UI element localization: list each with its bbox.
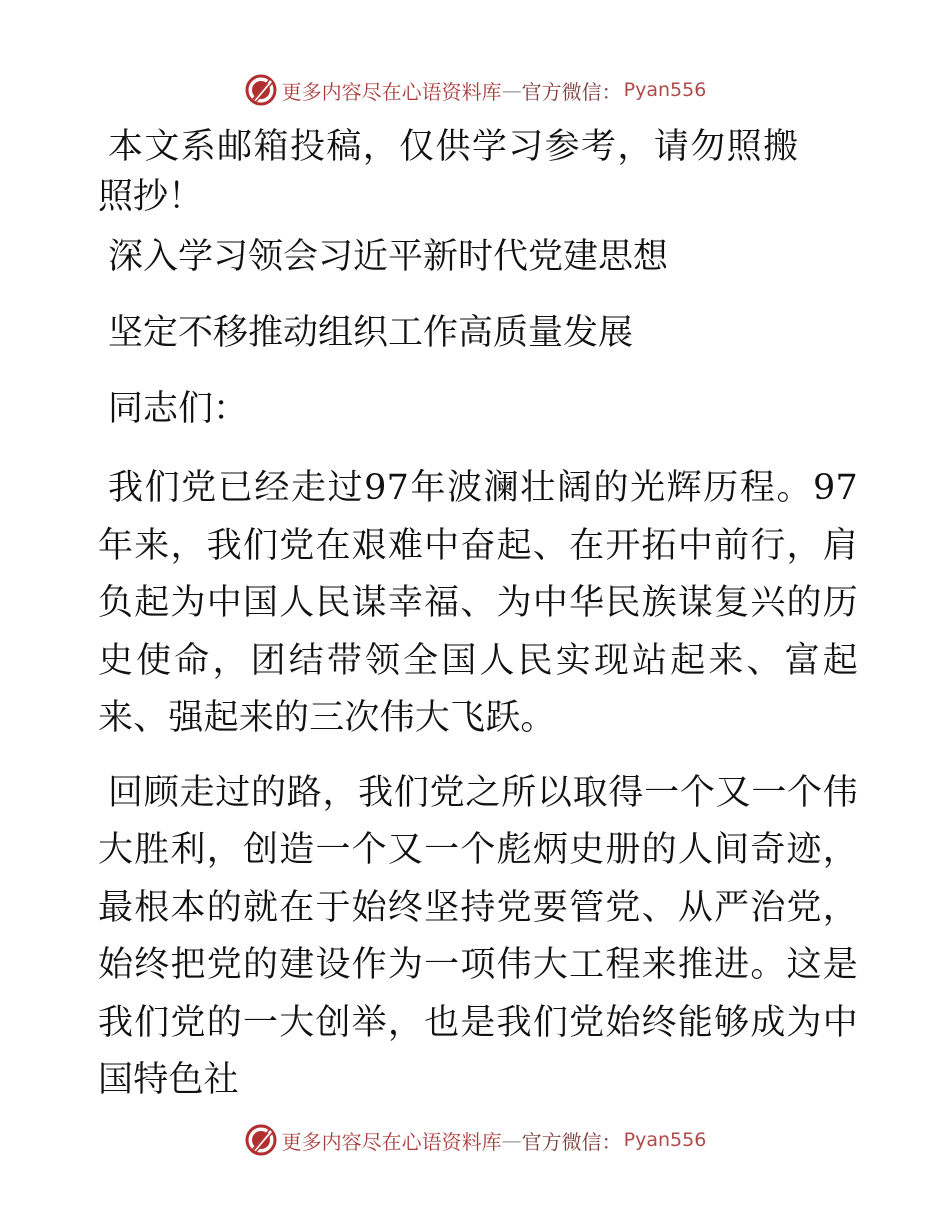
header-watermark-banner xyxy=(0,70,950,110)
title-line-1: 深入学习领会习近平新时代党建思想 xyxy=(108,237,669,277)
official-label: 官方微信： xyxy=(521,79,622,104)
paragraph-1: 我们党已经走过97年波澜壮阔的光辉历程。97年来，我们党在艰难中奋起、在开拓中前行，肩负起为中国人民谋幸福、为中华民族谋复兴的历史使命，团结带领全国人民实现站起来、富起来、强起来的三次伟大飞跃。 xyxy=(98,468,858,738)
document-body xyxy=(98,122,858,1127)
quill-pen-logo-icon xyxy=(244,73,278,107)
official-label: 官方微信： xyxy=(521,1129,622,1154)
brand-text: 更多内容尽在心语资料库 xyxy=(281,79,502,104)
wechat-id: Pyan556 xyxy=(623,1129,707,1151)
paragraph-2: 回顾走过的路，我们党之所以取得一个又一个伟大胜利，创造一个又一个彪炳史册的人间奇迹，最根本的就在于始终坚持党要管党、从严治党，始终把党的建设作为一项伟大工程来推进。这是我们党的一大创举，也是我们党始终能够成为中国特色社 xyxy=(98,772,858,1100)
quill-pen-logo-icon xyxy=(244,1123,278,1157)
brand-text: 更多内容尽在心语资料库 xyxy=(281,1129,502,1154)
banner-dash: — xyxy=(501,78,522,102)
banner-dash: — xyxy=(501,1128,522,1152)
copy-note: 本文系邮箱投稿，仅供学习参考，请勿照搬照抄！ xyxy=(98,127,798,217)
wechat-id: Pyan556 xyxy=(623,79,707,101)
title-line-2: 坚定不移推动组织工作高质量发展 xyxy=(108,313,634,353)
footer-watermark-banner xyxy=(0,1120,950,1160)
salutation: 同志们： xyxy=(108,389,249,429)
